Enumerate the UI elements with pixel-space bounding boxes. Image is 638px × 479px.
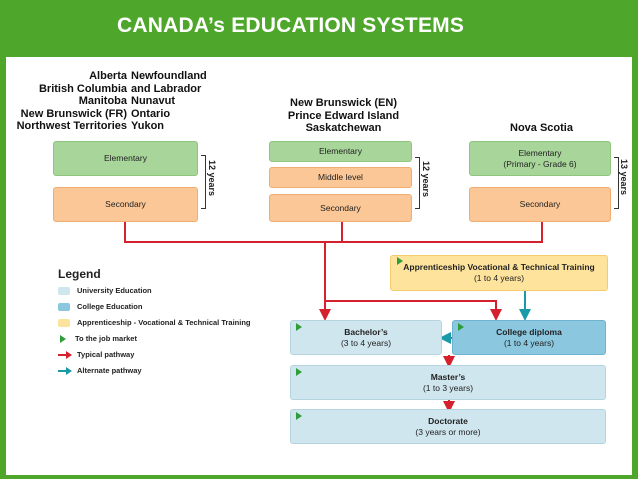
legend-item-alternate xyxy=(58,366,142,375)
swatch-university xyxy=(58,287,70,295)
legend-item-typical xyxy=(58,350,134,359)
job-market-arrow-icon xyxy=(397,257,403,265)
middle-elementary-box xyxy=(269,141,412,162)
box-sublabel: (1 to 4 years) xyxy=(503,337,555,348)
middle-level-box xyxy=(269,167,412,188)
box-label: Bachelor’s xyxy=(344,326,388,337)
college-diploma-box xyxy=(452,320,606,355)
box-label: College diploma xyxy=(496,326,562,337)
box-sublabel: (Primary - Grade 6) xyxy=(503,158,577,169)
legend-item-job-market xyxy=(58,334,137,343)
province-label: Northwest Territories xyxy=(16,120,127,133)
typical-arrow-icon xyxy=(58,351,72,359)
legend-label: Typical pathway xyxy=(77,350,135,359)
box-sublabel: (1 to 4 years) xyxy=(473,273,525,283)
right-elementary-box xyxy=(469,141,611,176)
job-market-arrow-icon xyxy=(296,412,302,420)
years-bracket xyxy=(201,155,206,209)
box-label: Elementary xyxy=(319,146,362,156)
province-label: Newfoundland xyxy=(131,70,207,82)
province-label: Saskatchewan xyxy=(305,122,382,135)
box-label: Elementary xyxy=(104,153,147,163)
page-title: CANADA’s EDUCATION SYSTEMS xyxy=(117,14,465,37)
job-market-arrow-icon xyxy=(296,323,302,331)
left-secondary-box xyxy=(53,187,198,222)
apprenticeship-box xyxy=(390,255,608,291)
box-sublabel: (3 years or more) xyxy=(415,426,481,437)
province-label: Nunavut xyxy=(131,95,175,108)
bachelors-box xyxy=(290,320,442,355)
box-sublabel: (3 to 4 years) xyxy=(340,337,392,348)
province-list-left-a xyxy=(8,70,127,133)
middle-secondary-box xyxy=(269,194,412,222)
job-market-arrow-icon xyxy=(296,368,302,376)
box-label: Secondary xyxy=(105,199,146,209)
box-label: Doctorate xyxy=(428,415,468,426)
typical-path-line xyxy=(125,222,542,242)
box-label: Elementary xyxy=(518,147,562,158)
province-label: British Columbia xyxy=(38,82,127,95)
job-market-arrow-icon xyxy=(458,323,464,331)
province-label: Alberta xyxy=(89,70,127,82)
province-list-left-b xyxy=(131,70,231,133)
legend-item-university xyxy=(58,286,152,295)
province-label: Yukon xyxy=(131,120,165,133)
province-label: and Labrador xyxy=(131,82,202,95)
province-label-right: Nova Scotia xyxy=(510,122,573,134)
alternate-arrow-icon xyxy=(58,367,72,375)
diagram-panel xyxy=(6,57,632,475)
swatch-apprenticeship xyxy=(58,319,70,327)
province-label: Ontario xyxy=(131,107,171,120)
right-years-label: 13 years xyxy=(619,159,629,196)
masters-box xyxy=(290,365,606,400)
legend-label: College Education xyxy=(77,302,143,311)
typical-path-line xyxy=(325,301,496,315)
legend-label: Alternate pathway xyxy=(77,366,142,375)
box-label: Master’s xyxy=(430,371,466,382)
swatch-college xyxy=(58,303,70,311)
legend-label: To the job market xyxy=(75,334,137,343)
box-label: Apprenticeship Vocational & Technical Training xyxy=(403,262,595,272)
province-list-middle xyxy=(266,97,421,135)
province-label: Prince Edward Island xyxy=(287,109,400,122)
box-label: Middle level xyxy=(318,172,363,182)
doctorate-box xyxy=(290,409,606,444)
box-label: Secondary xyxy=(320,202,361,213)
province-label: Manitoba xyxy=(78,95,127,108)
legend-label: Apprenticeship - Vocational & Technical Training xyxy=(77,318,251,327)
legend-item-apprenticeship xyxy=(58,318,251,327)
province-label: New Brunswick (EN) xyxy=(290,97,397,109)
box-sublabel: (1 to 3 years) xyxy=(422,382,474,393)
box-label: Secondary xyxy=(519,199,561,209)
left-elementary-box xyxy=(53,141,198,176)
province-label: New Brunswick (FR) xyxy=(20,107,127,120)
legend-title: Legend xyxy=(58,267,101,281)
middle-years-label: 12 years xyxy=(421,161,431,198)
years-bracket xyxy=(415,157,420,209)
left-years-label: 12 years xyxy=(207,160,217,197)
job-market-arrow-icon xyxy=(60,335,66,343)
right-secondary-box xyxy=(469,187,611,222)
legend-item-college xyxy=(58,302,142,311)
legend-label: University Education xyxy=(77,286,152,295)
